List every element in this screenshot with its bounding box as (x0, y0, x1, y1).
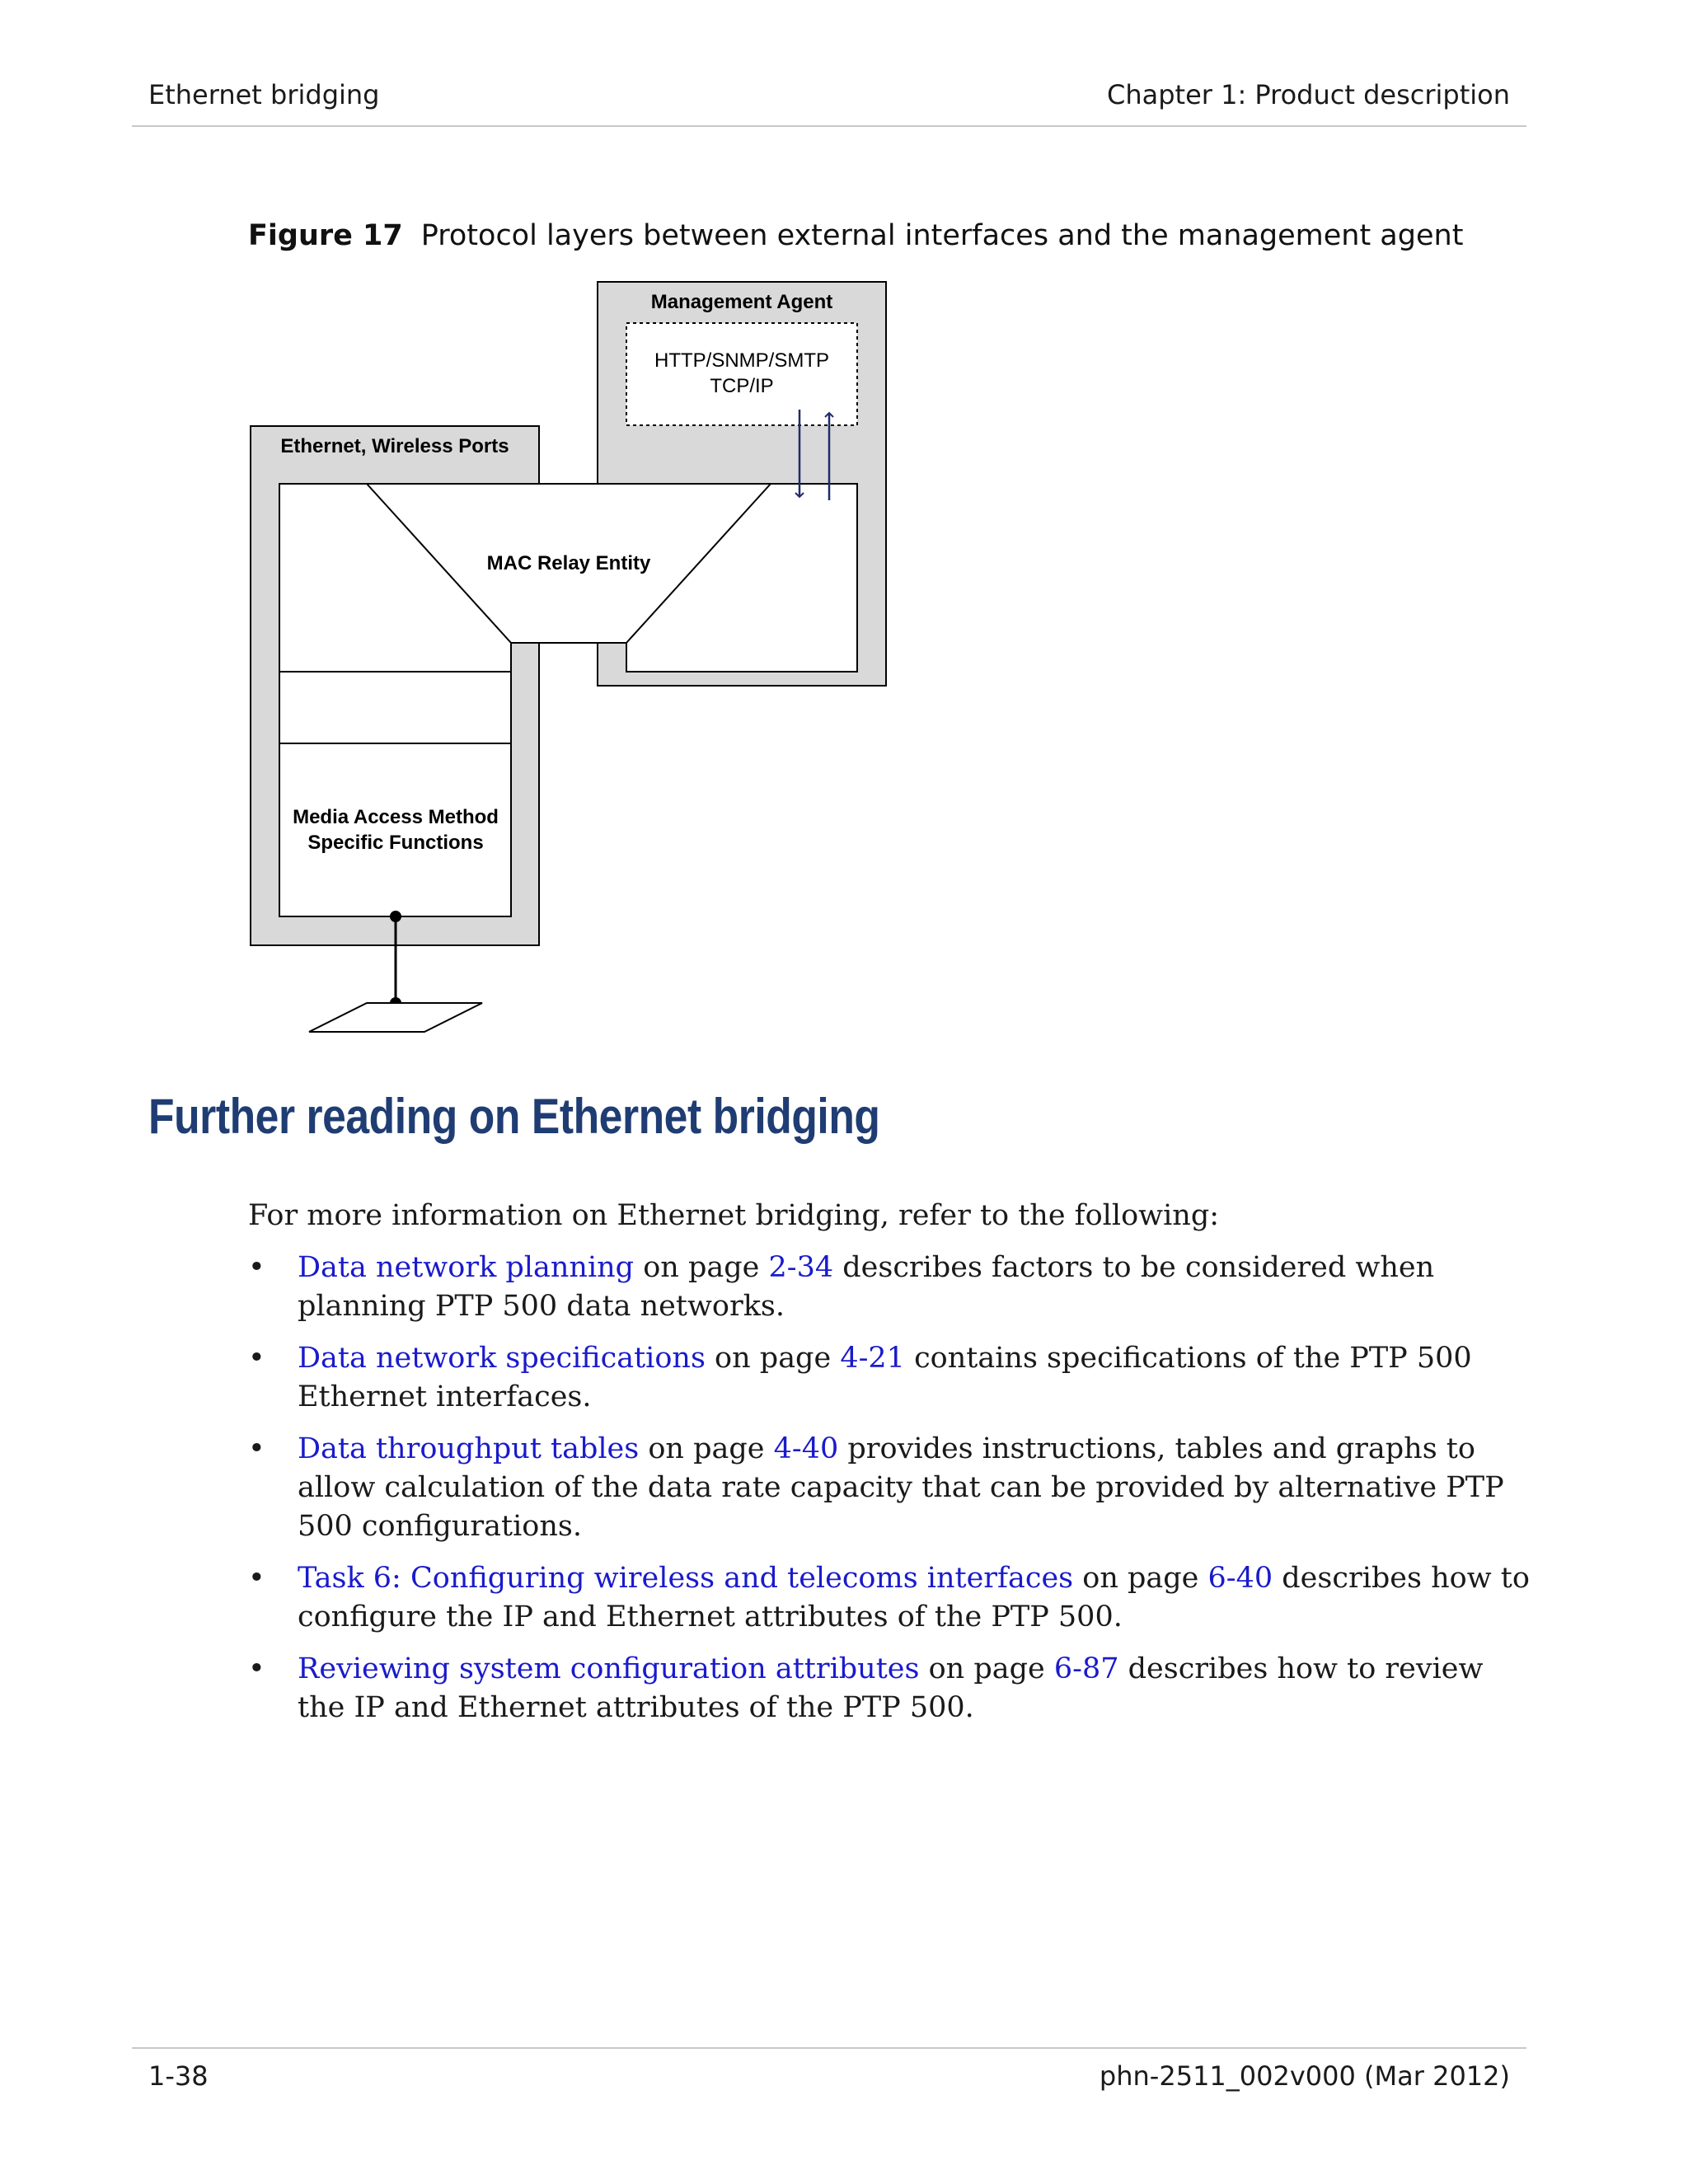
bullet: • (248, 1432, 265, 1465)
reference-link[interactable]: Data throughput tables (298, 1432, 640, 1465)
page-link[interactable]: 2-34 (768, 1251, 834, 1284)
section-body (248, 1197, 1534, 1741)
protocols-label-2: TCP/IP (710, 375, 774, 397)
page-link[interactable]: 6-40 (1207, 1562, 1273, 1595)
footer-rule (132, 2047, 1526, 2049)
page-prefix: on page (919, 1652, 1054, 1685)
figure-caption-text: Protocol layers between external interfaces and the management agent (420, 219, 1464, 252)
intro-paragraph: For more information on Ethernet bridging, refer to the following: (248, 1199, 1220, 1232)
protocol-stack-box (626, 323, 857, 425)
bullet: • (248, 1251, 265, 1284)
item-description: describes how to review the IP and Ethernet attributes of the PTP 500. (298, 1652, 1484, 1724)
reference-link[interactable]: Data network planning (298, 1251, 635, 1284)
page-link[interactable]: 4-40 (773, 1432, 839, 1465)
media-access-label-2: Specific Functions (307, 832, 484, 854)
protocols-label-1: HTTP/SNMP/SMTP (654, 349, 830, 372)
running-header-section: Ethernet bridging (148, 79, 380, 110)
item-description: describes how to configure the IP and Ethernet attributes of the PTP 500. (298, 1562, 1530, 1633)
page-number: 1-38 (148, 2060, 209, 2092)
page-prefix: on page (639, 1432, 774, 1465)
reference-link[interactable]: Data network specifications (298, 1342, 706, 1375)
physical-medium-icon (309, 1003, 482, 1032)
running-header-chapter: Chapter 1: Product description (1106, 79, 1510, 110)
reference-link[interactable]: Reviewing system configuration attributes (298, 1652, 920, 1685)
document-id: phn-2511_002v000 (Mar 2012) (1099, 2060, 1510, 2092)
media-access-label-1: Media Access Method (293, 806, 499, 828)
connector-dot-top (390, 911, 401, 922)
page-link[interactable]: 4-21 (840, 1342, 905, 1375)
ports-label: Ethernet, Wireless Ports (280, 435, 509, 457)
list-item (248, 1339, 1534, 1417)
protocol-layers-diagram (0, 0, 1688, 1071)
list-item (248, 1430, 1534, 1546)
management-agent-label: Management Agent (650, 291, 833, 313)
mac-relay-label: MAC Relay Entity (486, 552, 651, 574)
page-prefix: on page (705, 1342, 841, 1375)
bullet: • (248, 1342, 265, 1375)
reference-list (248, 1249, 1534, 1727)
bullet: • (248, 1562, 265, 1595)
list-item (248, 1650, 1534, 1727)
page-link[interactable]: 6-87 (1053, 1652, 1119, 1685)
item-description: provides instructions, tables and graphs to allow calculation of the data rate capacity that can be provided by alternative PTP 500 configurations. (298, 1432, 1504, 1543)
figure-label: Figure 17 (248, 219, 403, 252)
reference-link[interactable]: Task 6: Configuring wireless and telecoms interfaces (298, 1562, 1074, 1595)
bullet: • (248, 1652, 265, 1685)
item-description: contains specifications of the PTP 500 Ethernet interfaces. (298, 1342, 1472, 1413)
page-prefix: on page (634, 1251, 769, 1284)
section-title: Further reading on Ethernet bridging (148, 1089, 880, 1144)
item-description: describes factors to be considered when planning PTP 500 data networks. (298, 1251, 1435, 1323)
list-item (248, 1249, 1534, 1326)
page-prefix: on page (1073, 1562, 1208, 1595)
list-item (248, 1559, 1534, 1637)
